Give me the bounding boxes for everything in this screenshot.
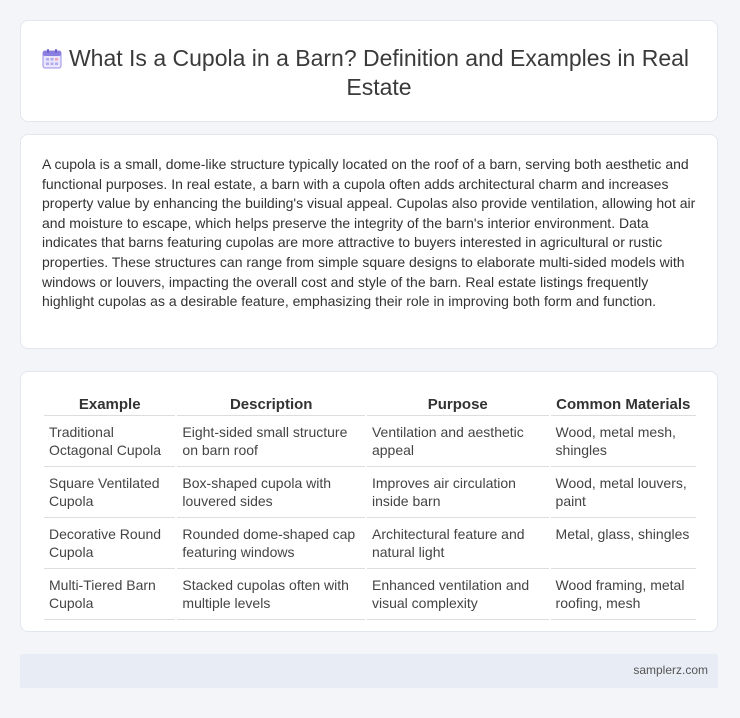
footer xyxy=(20,654,718,688)
table-cell: Wood framing, metal roofing, mesh xyxy=(551,569,696,620)
table-cell: Metal, glass, shingles xyxy=(551,518,696,569)
table-header-row xyxy=(44,393,696,416)
table-cell: Multi-Tiered Barn Cupola xyxy=(44,569,175,620)
footer-site-link[interactable]: samplerz.com xyxy=(633,663,708,677)
table-cell: Wood, metal louvers, paint xyxy=(551,467,696,518)
table-cell: Improves air circulation inside barn xyxy=(367,467,549,518)
page-title: What Is a Cupola in a Barn? Definition and Examples in Real Estate xyxy=(68,45,690,100)
table-cell: Box-shaped cupola with louvered sides xyxy=(177,467,365,518)
title-card xyxy=(20,20,718,122)
table-cell: Ventilation and aesthetic appeal xyxy=(367,416,549,467)
description-paragraph: A cupola is a small, dome-like structure typically located on the roof of a barn, serving both aesthetic and functional purposes. In real estate, a barn with a cupola often adds architectural charm and increases property value by enhancing the building's visual appeal. Cupolas also provide ventilation, allowing hot air and moisture to escape, which helps preserve the integrity of the barn's interior environment. Data indicates that barns featuring cupolas are more attractive to buyers interested in agricultural or rustic properties. These structures can range from simple square designs to elaborate multi-sided models with windows or louvers, impacting the overall cost and style of the barn. Real estate listings frequently highlight cupolas as a desirable feature, emphasizing their role in improving both form and function. xyxy=(42,156,696,310)
table-cell: Rounded dome-shaped cap featuring windows xyxy=(177,518,365,569)
column-header-purpose: Purpose xyxy=(367,393,549,416)
table-row xyxy=(44,569,696,620)
table-cell: Enhanced ventilation and visual complexity xyxy=(367,569,549,620)
description-card xyxy=(20,134,718,349)
examples-table-card xyxy=(20,371,718,632)
table-cell: Decorative Round Cupola xyxy=(44,518,175,569)
table-row xyxy=(44,467,696,518)
column-header-description: Description xyxy=(177,393,365,416)
table-row xyxy=(44,416,696,467)
calendar-icon xyxy=(41,48,63,70)
table-row xyxy=(44,518,696,569)
examples-table xyxy=(42,393,698,620)
table-cell: Eight-sided small structure on barn roof xyxy=(177,416,365,467)
column-header-materials: Common Materials xyxy=(551,393,696,416)
table-cell: Square Ventilated Cupola xyxy=(44,467,175,518)
table-cell: Stacked cupolas often with multiple levels xyxy=(177,569,365,620)
column-header-example: Example xyxy=(44,393,175,416)
table-cell: Architectural feature and natural light xyxy=(367,518,549,569)
table-cell: Traditional Octagonal Cupola xyxy=(44,416,175,467)
table-cell: Wood, metal mesh, shingles xyxy=(551,416,696,467)
